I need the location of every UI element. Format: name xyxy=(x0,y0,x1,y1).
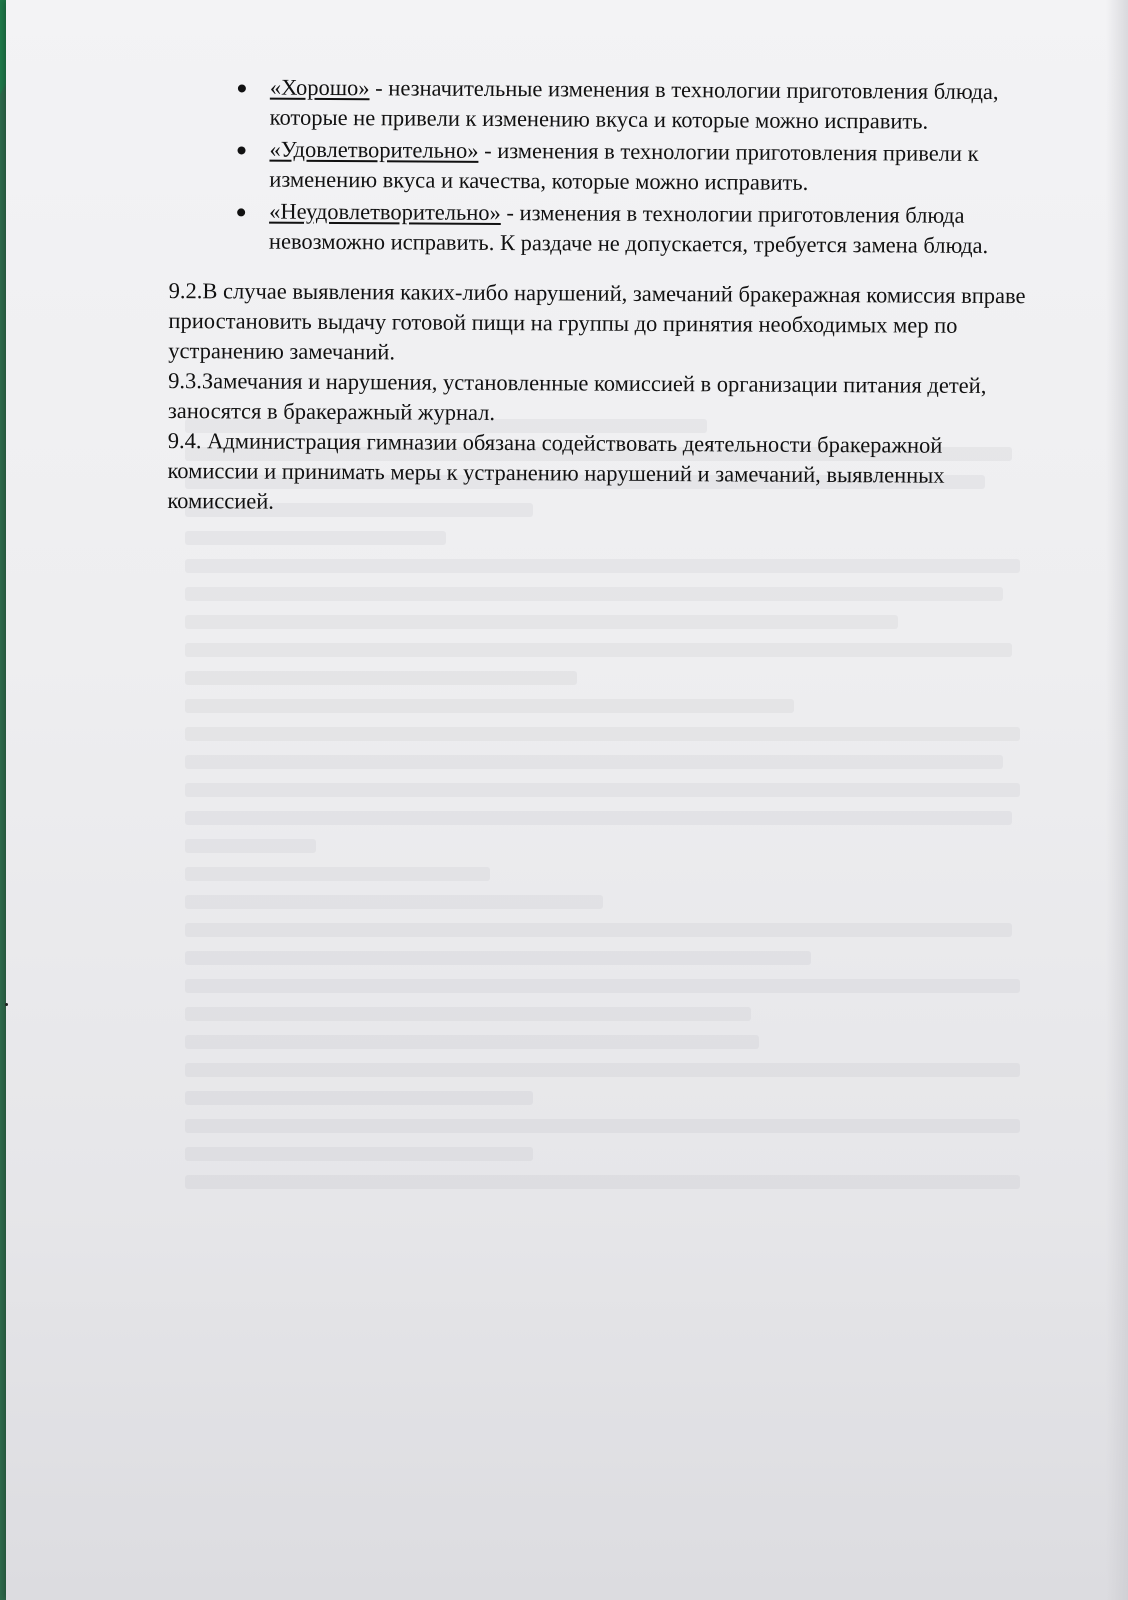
grade-term: «Неудовлетворительно» xyxy=(269,198,501,226)
grade-item xyxy=(269,197,1029,262)
grade-description: - изменения в технологии приготовления привели к изменению вкуса и качества, которые можно исправить. xyxy=(269,137,979,195)
grade-item xyxy=(269,135,1029,200)
bullet-icon xyxy=(238,84,246,92)
page-edge-shadow xyxy=(1106,0,1128,1600)
section-paragraphs xyxy=(167,276,1028,521)
document-text xyxy=(167,72,1030,521)
grade-list xyxy=(169,72,1030,261)
grade-description: - незначительные изменения в технологии приготовления блюда, которые не привели к изменению вкуса и которые можно исправить. xyxy=(269,75,999,134)
paragraph-9-4: 9.4. Администрация гимназии обязана содействовать деятельности бракеражной комиссии и принимать меры к устранению нарушений и замечаний, выявленных комиссией. xyxy=(167,427,945,514)
grade-term: «Удовлетворительно» xyxy=(269,136,479,163)
bullet-icon xyxy=(237,208,245,216)
grade-description: - изменения в технологии приготовления блюда невозможно исправить. К раздаче не допускается, требуется замена блюда. xyxy=(268,200,989,259)
grade-term: «Хорошо» xyxy=(269,74,370,101)
paper-speck xyxy=(5,1003,8,1006)
paragraph-9-3: 9.3.Замечания и нарушения, установленные комиссией в организации питания детей, заносятся в бракеражный журнал. xyxy=(167,367,987,425)
paragraph-9-2: 9.2.В случае выявления каких-либо нарушений, замечаний бракеражная комиссия вправе приостановить выдачу готовой пищи на группы до принятия необходимых мер по устранению замечаний. xyxy=(168,277,1026,365)
bullet-icon xyxy=(237,146,245,154)
grade-item xyxy=(270,73,1030,138)
